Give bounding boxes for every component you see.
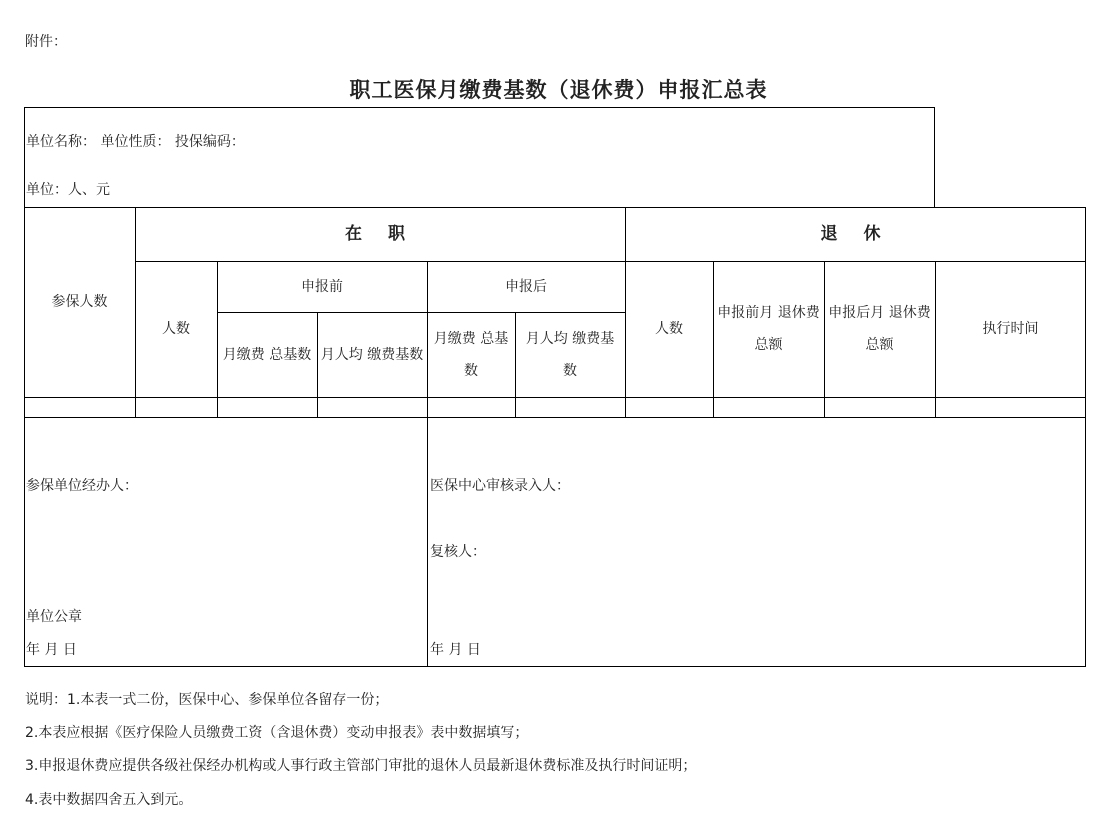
- unit-stamp-label: 单位公章: [26, 609, 82, 625]
- unit-info-line2: 单位：人、元: [26, 182, 110, 198]
- header-total-base-after: 月缴费 总基数: [433, 330, 509, 379]
- header-effective-time: 执行时间: [982, 321, 1039, 337]
- table-line: [24, 397, 1086, 398]
- reviewer-entry-label: 医保中心审核录入人：: [430, 478, 570, 494]
- unit-info-box: [24, 107, 935, 208]
- table-line: [515, 312, 516, 418]
- header-avg-base-after: 月人均 缴费基数: [525, 330, 615, 379]
- note-3: 3.申报退休费应提供各级社保经办机构或人事行政主管部门审批的退休人员最新退休费标准及执行时间证明；: [25, 758, 697, 774]
- note-1: 说明：1.本表一式二份，医保中心、参保单位各留存一份；: [25, 692, 389, 708]
- unit-info-line1: 单位名称： 单位性质： 投保编码：: [26, 134, 245, 150]
- header-avg-base-before: 月人均 缴费基数: [320, 346, 424, 363]
- table-line: [713, 261, 714, 418]
- signature-divider: [427, 417, 428, 667]
- header-retired: 退 休: [820, 224, 891, 244]
- header-pension-after: 申报后月 退休费总额: [828, 305, 931, 353]
- unit-handler-label: 参保单位经办人：: [26, 478, 138, 494]
- note-2: 2.本表应根据《医疗保险人员缴费工资（含退休费）变动申报表》表中数据填写；: [25, 725, 529, 741]
- header-after-report: 申报后: [505, 278, 547, 295]
- page-title: 职工医保月缴费基数（退休费）申报汇总表: [349, 77, 768, 102]
- header-insured-count: 参保人数: [51, 294, 108, 310]
- rechecker-label: 复核人：: [430, 544, 486, 560]
- date-left: 年 月 日: [26, 642, 77, 658]
- header-retired-headcount: 人数: [655, 321, 683, 337]
- header-pension-before: 申报前月 退休费总额: [717, 305, 820, 353]
- header-in-service: 在 职: [345, 224, 415, 244]
- note-4: 4.表中数据四舍五入到元。: [25, 792, 193, 808]
- header-total-base-before: 月缴费 总基数: [222, 346, 312, 363]
- attachment-label: 附件：: [25, 34, 67, 50]
- header-before-report: 申报前: [301, 278, 343, 295]
- header-headcount: 人数: [162, 321, 190, 337]
- date-right: 年 月 日: [430, 642, 481, 658]
- signature-section: [24, 417, 1086, 667]
- table-line: [824, 261, 825, 418]
- table-line: [317, 312, 318, 418]
